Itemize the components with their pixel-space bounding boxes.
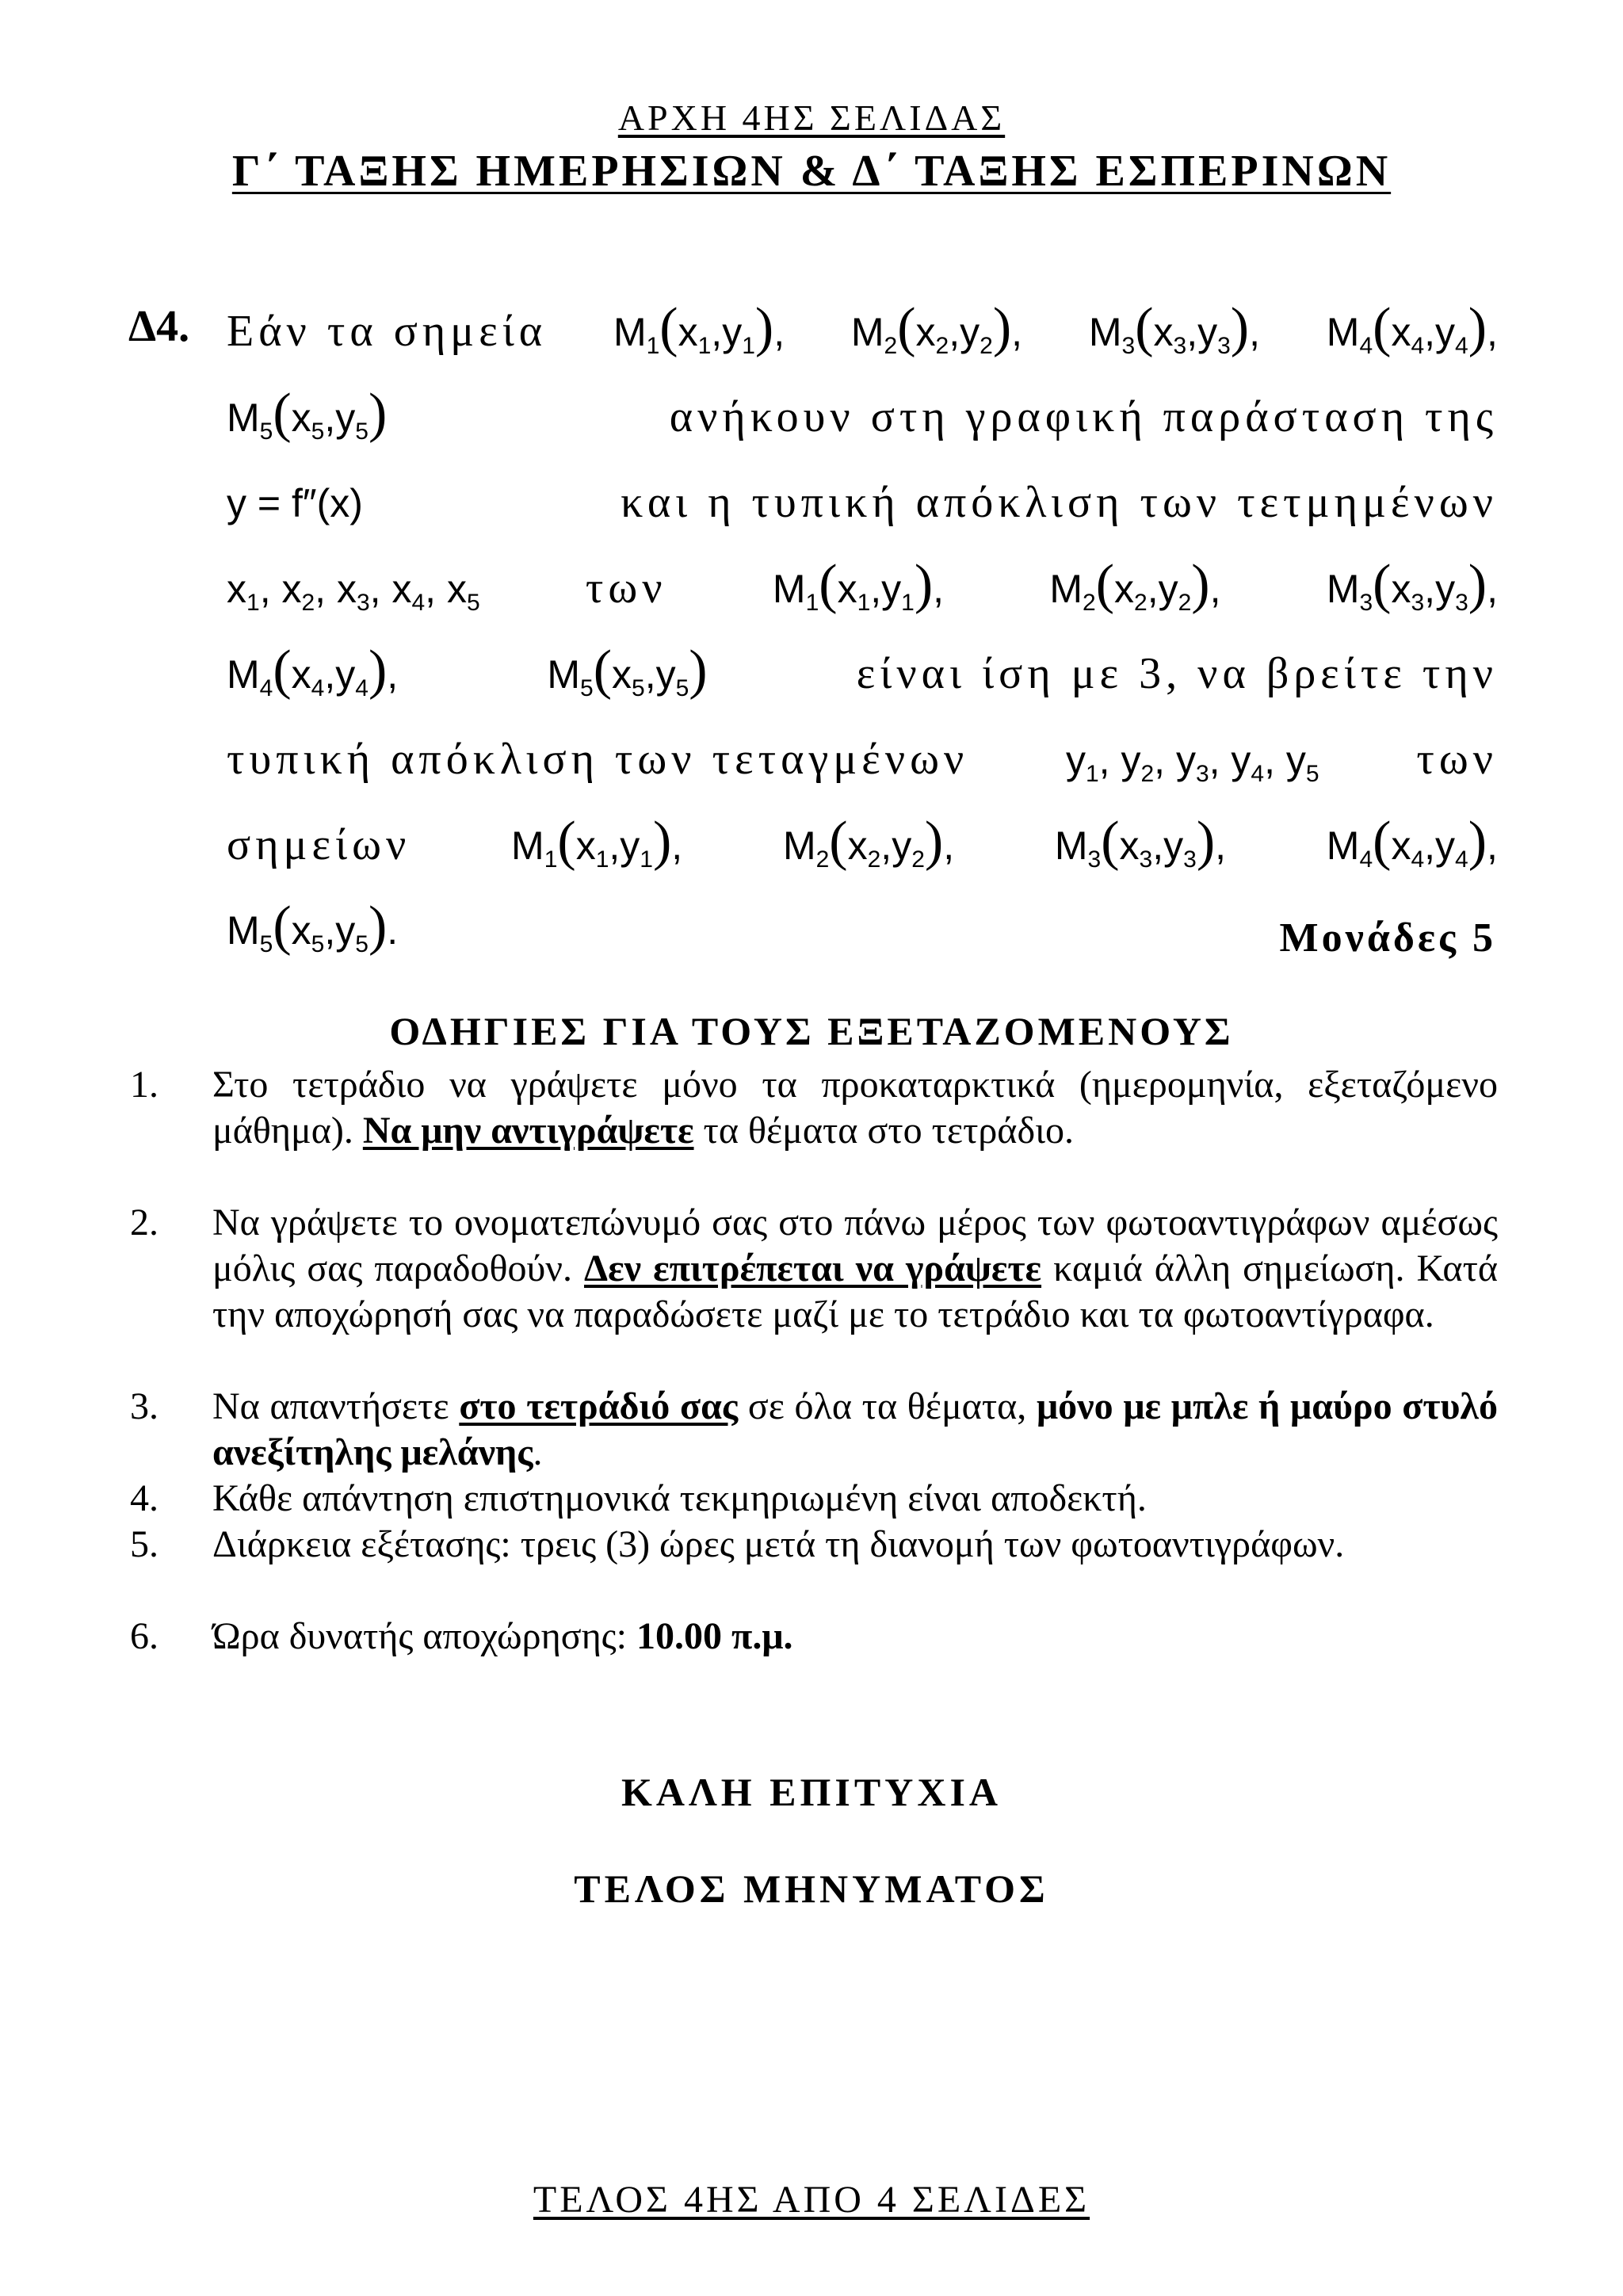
instruction-item: 6. Ώρα δυνατής αποχώρησης: 10.00 π.μ. [130,1615,793,1657]
page-start-header: ΑΡΧΗ 4ΗΣ ΣΕΛΙΔΑΣ [617,97,1006,138]
point-expr: $M_2(x_2,y_2)$, [782,811,955,873]
instructions-list [127,1062,1498,1660]
y-values-list: $y_1$, $y_2$, $y_3$, $y_4$, $y_5$ [1065,738,1319,787]
point-expr: $M_1(x_1,y_1)$, [511,811,683,873]
good-luck-text: ΚΑΛΗ ΕΠΙΤΥΧΙΑ [621,1770,1002,1814]
problem-line-1: Εάν τα σημεία $M_1(x_1,y_1)$, $M_2(x_2,y_2)$, $M_3(x_3,y_3)$, $M_4(x_4,y_4)$, [227,301,1498,387]
problem-line-2: $M_5(x_5,y_5)$ ανήκουν στη γραφική παράσταση της [227,387,1498,472]
point-expr: $M_5(x_5,y_5)$ [547,640,708,701]
instruction-item: 4. Κάθε απάντηση επιστημονικά τεκμηριωμένη είναι αποδεκτή. [130,1477,1147,1519]
end-of-message-text: ΤΕΛΟΣ ΜΗΝΥΜΑΤΟΣ [574,1866,1049,1911]
page-title: Γ΄ ΤΑΞΗΣ ΗΜΕΡΗΣΙΩΝ & Δ΄ ΤΑΞΗΣ ΕΣΠΕΡΙΝΩΝ [231,147,1392,196]
problem-line-7: σημείων $M_1(x_1,y_1)$, $M_2(x_2,y_2)$, $M_3(x_3,y_3)$, $M_4(x_4,y_4)$, [227,815,1498,900]
point-expr: $M_3(x_3,y_3)$, [1054,811,1227,873]
point-expr: $M_3(x_3,y_3)$, [1326,554,1498,616]
point-expr: $M_3(x_3,y_3)$, [1088,297,1260,359]
point-expr: $M_4(x_4,y_4)$, [1326,297,1498,359]
function-expr: y = f″(x) [227,481,363,525]
problem-line-3: y = f″(x) και η τυπική απόκλιση των τετμημένων [227,472,1498,558]
point-expr: $M_1(x_1,y_1)$, [772,554,945,616]
instruction-item: 5. Διάρκεια εξέτασης: τρεις (3) ώρες μετά τη διανομή των φωτοαντιγράφων. [130,1523,1345,1565]
problem-label: Δ4. [128,302,190,351]
point-expr: $M_1(x_1,y_1)$, [613,297,785,359]
problem-line-4: $x_1$, $x_2$, $x_3$, $x_4$, $x_5$ των $M_1(x_1,y_1)$, $M_2(x_2,y_2)$, $M_3(x_3,y_3)$, [227,558,1498,644]
point-expr: $M_4(x_4,y_4)$, [1326,811,1498,873]
problem-line-6: τυπική απόκλιση των τεταγμένων $y_1$, $y_2$, $y_3$, $y_4$, $y_5$ των [227,729,1498,815]
instruction-item: 2. Να γράψετε το ονοματεπώνυμό σας στο πάνω μέρος των φωτοαντιγράφων αμέσως μόλις σας παραδοθούν. Δεν επιτρέπεται να γράψετε καμιά άλλη σημείωση. Κατά την αποχώρησή σας να παραδώσετε μαζί με το τετράδιο και τα φωτοαντίγραφα. [130,1201,1499,1335]
instructions-title: ΟΔΗΓΙΕΣ ΓΙΑ ΤΟΥΣ ΕΞΕΤΑΖΟΜΕΝΟΥΣ [389,1009,1234,1053]
point-expr: $M_4(x_4,y_4)$, [227,640,399,701]
point-expr: $M_2(x_2,y_2)$, [850,297,1023,359]
point-expr: $M_5(x_5,y_5)$. [227,896,399,957]
problem-body [227,297,1498,986]
instruction-item: 1. Στο τετράδιο να γράψετε μόνο τα προκαταρκτικά (ημερομηνία, εξεταζόμενο μάθημα). Να μην αντιγράψετε τα θέματα στο τετράδιο. [130,1064,1498,1152]
problem-units: Μονάδες 5 [1279,915,1496,961]
x-values-list: $x_1$, $x_2$, $x_3$, $x_4$, $x_5$ [227,567,480,616]
problem-line-5: $M_4(x_4,y_4)$, $M_5(x_5,y_5)$ είναι ίση με 3, να βρείτε την [227,644,1498,729]
point-expr: $M_5(x_5,y_5)$ [227,383,388,445]
page-end-footer: ΤΕΛΟΣ 4ΗΣ ΑΠΟ 4 ΣΕΛΙΔΕΣ [533,2179,1090,2221]
instruction-item: 3. Να απαντήσετε στο τετράδιό σας σε όλα τα θέματα, μόνο με μπλε ή μαύρο στυλό ανεξίτηλης μελάνης. [130,1385,1498,1473]
point-expr: $M_2(x_2,y_2)$, [1049,554,1221,616]
